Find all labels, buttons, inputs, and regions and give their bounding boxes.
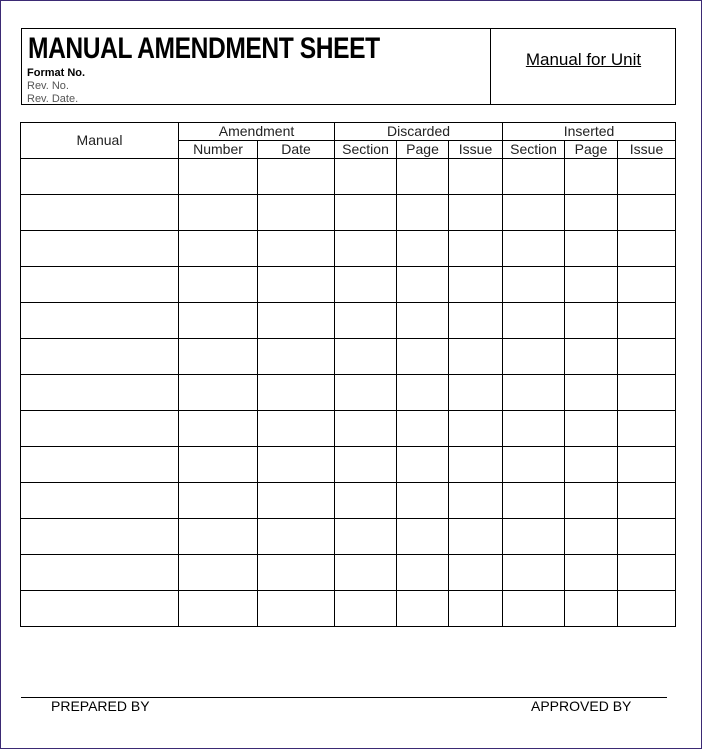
inserted-section-cell[interactable]: [503, 339, 565, 375]
amendment-date-header: Date: [258, 141, 335, 159]
inserted-section-cell[interactable]: [503, 159, 565, 195]
amendment-number-cell[interactable]: [179, 591, 258, 627]
inserted-section-cell[interactable]: [503, 483, 565, 519]
amendment-date-cell[interactable]: [258, 411, 335, 447]
discarded-section-cell[interactable]: [335, 447, 397, 483]
manual-cell[interactable]: [21, 519, 179, 555]
discarded-section-cell[interactable]: [335, 375, 397, 411]
amendment-number-header: Number: [179, 141, 258, 159]
table-row: [21, 447, 676, 483]
amendment-number-cell[interactable]: [179, 231, 258, 267]
discarded-section-cell[interactable]: [335, 339, 397, 375]
inserted-section-cell[interactable]: [503, 519, 565, 555]
manual-cell[interactable]: [21, 375, 179, 411]
amendment-date-cell[interactable]: [258, 447, 335, 483]
discarded-issue-cell[interactable]: [449, 159, 503, 195]
discarded-section-cell[interactable]: [335, 483, 397, 519]
discarded-section-cell[interactable]: [335, 231, 397, 267]
amendment-date-cell[interactable]: [258, 519, 335, 555]
discarded-issue-cell[interactable]: [449, 339, 503, 375]
discarded-section-cell[interactable]: [335, 591, 397, 627]
amendment-date-cell[interactable]: [258, 267, 335, 303]
discarded-section-cell[interactable]: [335, 411, 397, 447]
inserted-issue-cell[interactable]: [618, 375, 676, 411]
discarded-page-cell[interactable]: [397, 375, 449, 411]
amendment-number-cell[interactable]: [179, 483, 258, 519]
inserted-page-cell[interactable]: [565, 411, 618, 447]
table-row: [21, 411, 676, 447]
discarded-page-cell[interactable]: [397, 447, 449, 483]
table-row: [21, 159, 676, 195]
amendment-number-cell[interactable]: [179, 303, 258, 339]
amendment-date-cell[interactable]: [258, 231, 335, 267]
inserted-issue-cell[interactable]: [618, 195, 676, 231]
discarded-section-cell[interactable]: [335, 555, 397, 591]
manual-cell[interactable]: [21, 555, 179, 591]
discarded-page-cell[interactable]: [397, 339, 449, 375]
manual-column-header: Manual: [21, 123, 179, 159]
inserted-page-cell[interactable]: [565, 375, 618, 411]
discarded-issue-cell[interactable]: [449, 411, 503, 447]
amendment-table: [20, 122, 676, 627]
inserted-page-cell[interactable]: [565, 483, 618, 519]
discarded-issue-cell[interactable]: [449, 303, 503, 339]
discarded-issue-cell[interactable]: [449, 483, 503, 519]
inserted-page-cell[interactable]: [565, 195, 618, 231]
table-body: [21, 159, 676, 627]
inserted-section-cell[interactable]: [503, 447, 565, 483]
inserted-section-cell[interactable]: [503, 555, 565, 591]
amendment-date-cell[interactable]: [258, 483, 335, 519]
inserted-section-cell[interactable]: [503, 591, 565, 627]
amendment-number-cell[interactable]: [179, 267, 258, 303]
amendment-group-header: Amendment: [179, 123, 335, 141]
amendment-number-cell[interactable]: [179, 411, 258, 447]
inserted-issue-cell[interactable]: [618, 267, 676, 303]
discarded-section-cell[interactable]: [335, 195, 397, 231]
amendment-number-cell[interactable]: [179, 375, 258, 411]
table-row: [21, 303, 676, 339]
discarded-page-cell[interactable]: [397, 195, 449, 231]
discarded-issue-cell[interactable]: [449, 195, 503, 231]
discarded-page-cell[interactable]: [397, 555, 449, 591]
discarded-section-cell[interactable]: [335, 303, 397, 339]
manual-cell[interactable]: [21, 267, 179, 303]
inserted-issue-cell[interactable]: [618, 519, 676, 555]
rev-no-label: Rev. No.: [27, 80, 69, 92]
manual-cell[interactable]: [21, 231, 179, 267]
inserted-page-cell[interactable]: [565, 303, 618, 339]
amendment-date-cell[interactable]: [258, 159, 335, 195]
amendment-date-cell[interactable]: [258, 555, 335, 591]
inserted-page-cell[interactable]: [565, 555, 618, 591]
inserted-issue-cell[interactable]: [618, 591, 676, 627]
manual-cell[interactable]: [21, 447, 179, 483]
discarded-section-cell[interactable]: [335, 519, 397, 555]
discarded-issue-cell[interactable]: [449, 591, 503, 627]
inserted-issue-cell[interactable]: [618, 411, 676, 447]
table-row: [21, 519, 676, 555]
discarded-page-cell[interactable]: [397, 231, 449, 267]
inserted-issue-cell[interactable]: [618, 555, 676, 591]
inserted-page-cell[interactable]: [565, 339, 618, 375]
discarded-section-cell[interactable]: [335, 267, 397, 303]
discarded-section-cell[interactable]: [335, 159, 397, 195]
amendment-number-cell[interactable]: [179, 555, 258, 591]
format-no-label: Format No.: [27, 67, 86, 79]
discarded-page-cell[interactable]: [397, 303, 449, 339]
amendment-number-cell[interactable]: [179, 447, 258, 483]
amendment-date-cell[interactable]: [258, 303, 335, 339]
header-left-panel: [22, 29, 491, 104]
amendment-date-cell[interactable]: [258, 195, 335, 231]
table-row: [21, 195, 676, 231]
discarded-issue-cell[interactable]: [449, 267, 503, 303]
table-row: [21, 339, 676, 375]
inserted-section-header: Section: [503, 141, 565, 159]
discarded-page-header: Page: [397, 141, 449, 159]
table-row: [21, 555, 676, 591]
inserted-section-cell[interactable]: [503, 411, 565, 447]
inserted-page-cell[interactable]: [565, 231, 618, 267]
sheet-header: [21, 28, 676, 105]
amendment-date-cell[interactable]: [258, 339, 335, 375]
inserted-section-cell[interactable]: [503, 267, 565, 303]
header-row-groups: [21, 123, 676, 141]
table-row: [21, 231, 676, 267]
manual-cell[interactable]: [21, 303, 179, 339]
inserted-section-cell[interactable]: [503, 195, 565, 231]
inserted-page-cell[interactable]: [565, 159, 618, 195]
amendment-number-cell[interactable]: [179, 339, 258, 375]
inserted-issue-cell[interactable]: [618, 483, 676, 519]
discarded-page-cell[interactable]: [397, 411, 449, 447]
discarded-issue-cell[interactable]: [449, 519, 503, 555]
discarded-issue-header: Issue: [449, 141, 503, 159]
inserted-page-cell[interactable]: [565, 447, 618, 483]
inserted-issue-cell[interactable]: [618, 231, 676, 267]
discarded-page-cell[interactable]: [397, 159, 449, 195]
amendment-date-cell[interactable]: [258, 591, 335, 627]
inserted-page-cell[interactable]: [565, 519, 618, 555]
discarded-issue-cell[interactable]: [449, 447, 503, 483]
inserted-section-cell[interactable]: [503, 303, 565, 339]
inserted-page-header: Page: [565, 141, 618, 159]
discarded-page-cell[interactable]: [397, 267, 449, 303]
inserted-group-header: Inserted: [503, 123, 676, 141]
discarded-page-cell[interactable]: [397, 483, 449, 519]
manual-cell[interactable]: [21, 591, 179, 627]
amendment-number-cell[interactable]: [179, 519, 258, 555]
amendment-number-cell[interactable]: [179, 159, 258, 195]
inserted-issue-cell[interactable]: [618, 303, 676, 339]
inserted-page-cell[interactable]: [565, 591, 618, 627]
manual-cell[interactable]: [21, 411, 179, 447]
discarded-page-cell[interactable]: [397, 591, 449, 627]
inserted-issue-cell[interactable]: [618, 447, 676, 483]
inserted-issue-cell[interactable]: [618, 159, 676, 195]
table-row: [21, 483, 676, 519]
amendment-date-cell[interactable]: [258, 375, 335, 411]
discarded-section-header: Section: [335, 141, 397, 159]
inserted-issue-cell[interactable]: [618, 339, 676, 375]
inserted-section-cell[interactable]: [503, 375, 565, 411]
inserted-section-cell[interactable]: [503, 231, 565, 267]
inserted-page-cell[interactable]: [565, 267, 618, 303]
manual-cell[interactable]: [21, 159, 179, 195]
amendment-number-cell[interactable]: [179, 195, 258, 231]
table-row: [21, 267, 676, 303]
manual-cell[interactable]: [21, 483, 179, 519]
manual-cell[interactable]: [21, 195, 179, 231]
approved-by-label: APPROVED BY: [531, 698, 632, 714]
rev-date-label: Rev. Date.: [27, 93, 79, 105]
table-row: [21, 375, 676, 411]
manual-cell[interactable]: [21, 339, 179, 375]
inserted-issue-header: Issue: [618, 141, 676, 159]
discarded-issue-cell[interactable]: [449, 231, 503, 267]
sheet-title: MANUAL AMENDMENT SHEET: [28, 32, 380, 65]
discarded-group-header: Discarded: [335, 123, 503, 141]
discarded-issue-cell[interactable]: [449, 555, 503, 591]
discarded-page-cell[interactable]: [397, 519, 449, 555]
manual-unit-title: Manual for Unit: [525, 50, 642, 69]
discarded-issue-cell[interactable]: [449, 375, 503, 411]
prepared-by-label: PREPARED BY: [51, 698, 150, 714]
table-row: [21, 591, 676, 627]
